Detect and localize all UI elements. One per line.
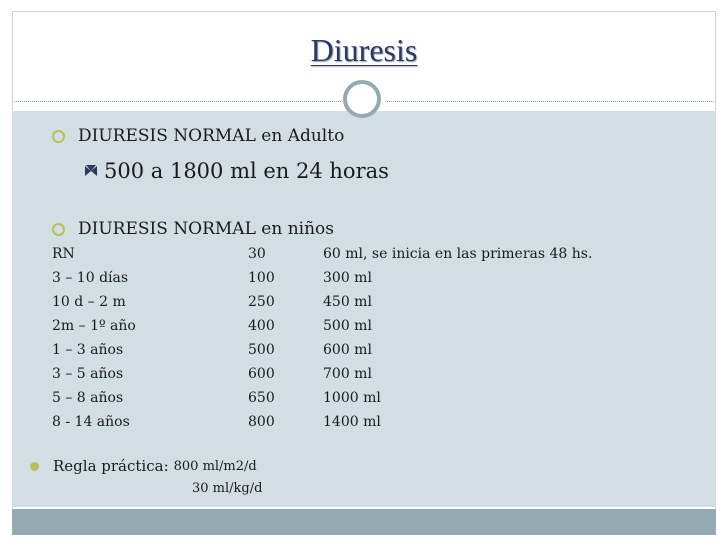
age-cell: 8 - 14 años (52, 414, 130, 430)
value-cell: 250 (248, 294, 275, 310)
slide-title: Diuresis (310, 32, 418, 68)
ml-cell: 700 ml (323, 366, 372, 382)
ml-cell: 300 ml (323, 270, 372, 286)
ring-ornament-icon (343, 80, 381, 118)
value-cell: 400 (248, 318, 275, 334)
ml-cell: 1400 ml (323, 414, 381, 430)
age-cell: 5 – 8 años (52, 390, 124, 406)
age-cell: 1 – 3 años (52, 342, 124, 358)
regla-value-2: 30 ml/kg/d (192, 481, 263, 496)
ml-cell: 1000 ml (323, 390, 381, 406)
star-bullet-icon (84, 164, 98, 178)
dot-bullet-icon (30, 462, 39, 471)
ml-cell: 450 ml (323, 294, 372, 310)
age-cell: RN (52, 246, 75, 262)
bullet-adult (52, 126, 344, 146)
hollow-circle-bullet-icon (52, 223, 65, 236)
regla-label: Regla práctica: (53, 457, 169, 475)
age-cell: 10 d – 2 m (52, 294, 126, 310)
ml-cell: 500 ml (323, 318, 372, 334)
sub-bullet-range-text: 500 a 1800 ml en 24 horas (104, 159, 389, 183)
value-cell: 650 (248, 390, 275, 406)
title-divider-left (14, 101, 341, 102)
bullet-children (52, 219, 334, 239)
bullet-adult-text: DIURESIS NORMAL en Adulto (78, 126, 345, 146)
value-cell: 100 (248, 270, 275, 286)
title-divider-right (387, 101, 714, 102)
value-cell: 600 (248, 366, 275, 382)
age-cell: 2m – 1º año (52, 318, 136, 334)
age-cell: 3 – 5 años (52, 366, 124, 382)
value-cell: 30 (248, 246, 266, 262)
bullet-children-text: DIURESIS NORMAL en niños (78, 219, 334, 239)
age-cell: 3 – 10 días (52, 270, 129, 286)
ml-cell: 60 ml, se inicia en las primeras 48 hs. (323, 246, 593, 262)
value-cell: 800 (248, 414, 275, 430)
value-cell: 500 (248, 342, 275, 358)
ml-cell: 600 ml (323, 342, 372, 358)
hollow-circle-bullet-icon (52, 130, 65, 143)
regla-practica (30, 457, 257, 475)
bottom-bar (12, 509, 716, 535)
regla-value-1: 800 ml/m2/d (173, 458, 257, 474)
sub-bullet-range (84, 159, 389, 183)
